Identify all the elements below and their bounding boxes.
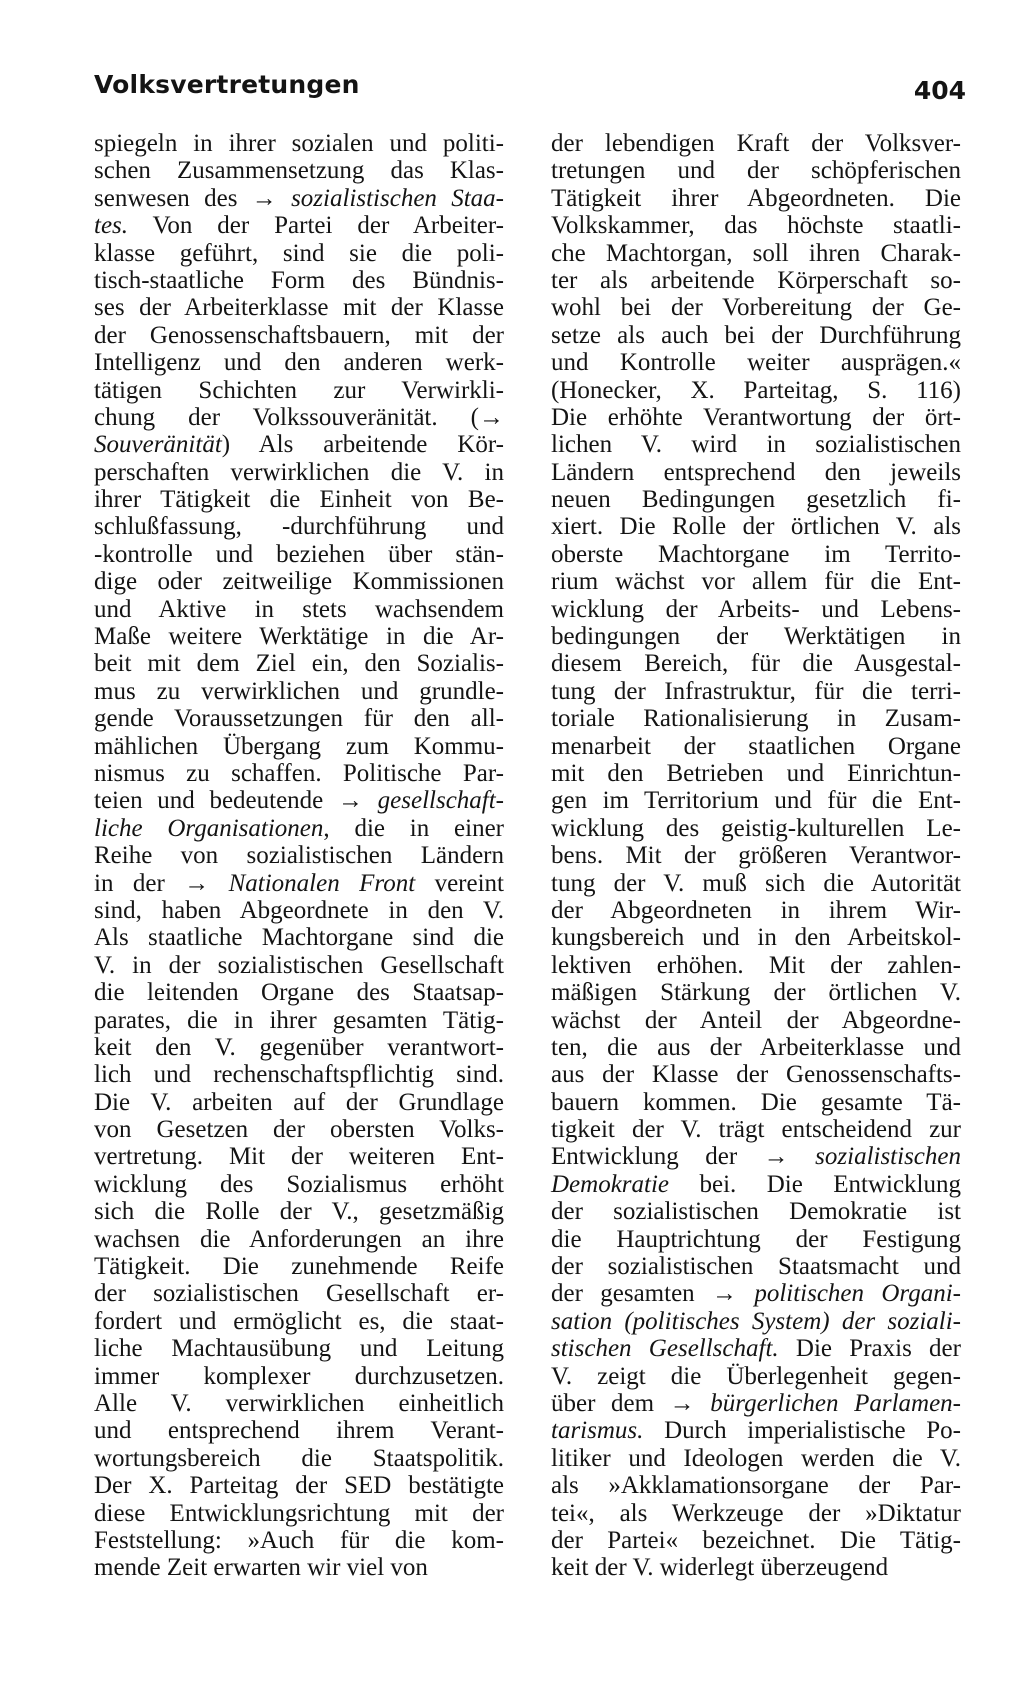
text-segment: in der — [94, 869, 185, 897]
cross-reference: Souveränität — [94, 431, 222, 459]
text-segment: ter als arbeitende Körperschaft so- — [551, 266, 961, 294]
text-segment: ihrer Tätigkeit die Einheit von Be- — [94, 486, 504, 514]
text-line — [94, 733, 504, 760]
text-line — [94, 1253, 504, 1280]
text-segment: vertretung. Mit der weiteren Ent- — [94, 1143, 504, 1171]
text-line — [551, 513, 961, 540]
text-segment: menarbeit der staatlichen Organe — [551, 732, 961, 760]
text-line — [551, 870, 961, 897]
text-line — [551, 897, 961, 924]
text-segment: Als staatliche Machtorgane sind die — [94, 924, 504, 952]
text-segment: der Abgeordneten in ihrem Wir- — [551, 896, 961, 924]
text-line — [551, 541, 961, 568]
text-line — [551, 459, 961, 486]
text-line — [94, 1472, 504, 1499]
text-segment: litiker und Ideologen werden die V. — [551, 1444, 961, 1472]
text-line — [551, 1363, 961, 1390]
text-segment: tung der Infrastruktur, für die terri- — [551, 677, 961, 705]
text-line — [94, 157, 504, 184]
text-segment: tung der V. muß sich die Autorität — [551, 869, 961, 897]
text-line — [551, 294, 961, 321]
text-line — [551, 842, 961, 869]
text-line — [94, 1390, 504, 1417]
text-segment: wicklung der Arbeits- und Lebens- — [551, 595, 961, 623]
text-segment: ten, die aus der Arbeiterklasse und — [551, 1033, 961, 1061]
text-segment: der sozialistischen Staatsmacht und — [551, 1253, 961, 1281]
text-line — [551, 1034, 961, 1061]
text-segment: bedingungen der Werktätigen in — [551, 623, 961, 651]
text-segment: die leitenden Organe des Staatsap- — [94, 979, 504, 1007]
text-line — [94, 1143, 504, 1170]
text-line — [94, 267, 504, 294]
text-segment: fordert und ermöglicht es, die staat- — [94, 1307, 504, 1335]
text-line — [94, 705, 504, 732]
text-segment: oberste Machtorgane im Territo- — [551, 540, 961, 568]
text-line — [551, 185, 961, 212]
text-line — [94, 1280, 504, 1307]
text-line — [551, 1116, 961, 1143]
text-line — [551, 952, 961, 979]
text-segment: der gesamten — [551, 1280, 712, 1308]
text-segment: Von der Partei der Arbeiter- — [128, 212, 504, 240]
text-line — [94, 1061, 504, 1088]
text-segment: Volkskammer, das höchste staatli- — [551, 212, 961, 240]
text-line — [94, 459, 504, 486]
text-line — [94, 431, 504, 458]
text-line — [94, 979, 504, 1006]
text-line — [551, 212, 961, 239]
text-segment: toriale Rationalisierung in Zusam- — [551, 705, 961, 733]
text-segment: gende Voraussetzungen für den all- — [94, 705, 504, 733]
text-segment: schlußfassung, -durchführung und — [94, 513, 504, 541]
text-segment: nismus zu schaffen. Politische Par- — [94, 759, 504, 787]
text-segment: Alle V. verwirklichen einheitlich — [94, 1389, 504, 1417]
text-segment: Durch imperialistische Po- — [643, 1417, 961, 1445]
text-segment: (Honecker, X. Parteitag, S. 116) — [551, 376, 961, 404]
text-line — [94, 130, 504, 157]
text-line — [94, 924, 504, 951]
cross-reference: → gesellschaft- — [337, 787, 505, 815]
cross-reference: Demokratie — [551, 1170, 670, 1198]
text-line — [94, 349, 504, 376]
text-line — [551, 1335, 961, 1362]
text-segment: Intelligenz und den anderen werk- — [94, 349, 504, 377]
text-line — [551, 1007, 961, 1034]
text-line — [94, 1226, 504, 1253]
text-segment: Tätigkeit. Die zunehmende Reife — [94, 1253, 504, 1281]
text-segment: bei. Die Entwicklung — [669, 1170, 961, 1198]
text-segment: tei«, als Werkzeuge der »Diktatur — [551, 1499, 961, 1527]
text-line — [94, 1335, 504, 1362]
text-segment: Tätigkeit ihrer Abgeordneten. Die — [551, 184, 961, 212]
text-line — [551, 349, 961, 376]
text-line — [551, 787, 961, 814]
text-segment: chung der Volkssouveränität. (→ — [94, 403, 504, 431]
text-segment: immer komplexer durchzusetzen. — [94, 1362, 504, 1390]
cross-reference: tes. — [94, 212, 129, 240]
cross-reference: tarismus. — [551, 1417, 644, 1445]
text-line — [551, 1527, 961, 1554]
text-segment: ses der Arbeiterklasse mit der Klasse — [94, 294, 504, 322]
page-number: 404 — [913, 76, 966, 105]
text-segment: tisch-staatliche Form des Bündnis- — [94, 266, 504, 294]
text-segment: bens. Mit der größeren Verantwor- — [551, 842, 961, 870]
cross-reference: → bürgerlichen Parlamen- — [669, 1389, 961, 1417]
text-line — [94, 541, 504, 568]
text-line — [94, 240, 504, 267]
text-segment: bauern kommen. Die gesamte Tä- — [551, 1088, 961, 1116]
text-line — [551, 1226, 961, 1253]
text-segment: parates, die in ihrer gesamten Tätig- — [94, 1006, 504, 1034]
text-segment: spiegeln in ihrer sozialen und politi- — [94, 130, 504, 157]
text-segment: Der X. Parteitag der SED bestätigte — [94, 1472, 504, 1500]
text-line — [551, 924, 961, 951]
text-line — [94, 842, 504, 869]
text-segment: als »Akklamationsorgane der Par- — [551, 1472, 961, 1500]
text-segment: diese Entwicklungsrichtung mit der — [94, 1499, 504, 1527]
text-line — [551, 1171, 961, 1198]
cross-reference: sation (politisches System) der soziali- — [551, 1307, 961, 1335]
text-line — [551, 1500, 961, 1527]
text-segment: vereint — [415, 869, 504, 897]
text-segment: der Genossenschaftsbauern, mit der — [94, 321, 504, 349]
text-segment: wachsen die Anforderungen an ihre — [94, 1225, 504, 1253]
text-segment: -kontrolle und beziehen über stän- — [94, 540, 504, 568]
text-segment: wicklung des Sozialismus erhöht — [94, 1170, 504, 1198]
text-line — [94, 1034, 504, 1061]
text-line — [551, 650, 961, 677]
text-line — [94, 623, 504, 650]
cross-reference: → politischen Organi- — [712, 1280, 961, 1308]
text-line — [551, 1472, 961, 1499]
text-segment: lektiven erhöhen. Mit der zahlen- — [551, 951, 961, 979]
text-line — [551, 267, 961, 294]
text-segment: tätigen Schichten zur Verwirkli- — [94, 376, 504, 404]
text-line — [551, 596, 961, 623]
text-line — [94, 1007, 504, 1034]
text-line — [94, 212, 504, 239]
text-segment: schen Zusammensetzung das Klas- — [94, 157, 504, 185]
cross-reference: stischen Gesellschaft. — [551, 1335, 779, 1363]
text-segment: Feststellung: »Auch für die kom- — [94, 1526, 504, 1554]
text-line — [94, 760, 504, 787]
text-segment: perschaften verwirklichen die V. in — [94, 458, 504, 486]
text-line — [94, 815, 504, 842]
text-line — [94, 650, 504, 677]
text-line — [94, 404, 504, 431]
text-line — [551, 678, 961, 705]
text-line — [94, 568, 504, 595]
text-segment: über dem — [551, 1389, 670, 1417]
text-segment: wohl bei der Vorbereitung der Ge- — [551, 294, 961, 322]
text-segment: diesem Bereich, für die Ausgestal- — [551, 650, 961, 678]
text-line — [551, 815, 961, 842]
text-line — [551, 1308, 961, 1335]
text-line — [94, 1445, 504, 1472]
text-line — [551, 1554, 961, 1581]
text-line — [94, 1171, 504, 1198]
text-segment: der sozialistischen Demokratie ist — [551, 1198, 961, 1226]
text-line — [94, 1198, 504, 1225]
text-line — [94, 1089, 504, 1116]
text-line — [551, 623, 961, 650]
text-segment: liche Machtausübung und Leitung — [94, 1335, 504, 1363]
text-segment: beit mit dem Ziel ein, den Sozialis- — [94, 650, 504, 678]
text-line — [94, 1308, 504, 1335]
text-segment: klasse geführt, sind sie die poli- — [94, 239, 504, 267]
text-segment: teien und bedeutende — [94, 787, 338, 815]
text-line — [551, 1280, 961, 1307]
running-head: Volksvertretungen — [94, 70, 360, 99]
text-segment: keit der V. widerlegt überzeugend — [551, 1554, 889, 1582]
cross-reference: → Nationalen Front — [184, 869, 416, 897]
text-line — [94, 185, 504, 212]
text-segment: mählichen Übergang zum Kommu- — [94, 732, 504, 760]
text-segment: rium wächst vor allem für die Ent- — [551, 568, 961, 596]
text-segment: und Aktive in stets wachsendem — [94, 595, 504, 623]
text-line — [94, 1116, 504, 1143]
text-segment: die Hauptrichtung der Festigung — [551, 1225, 961, 1253]
text-segment: Die erhöhte Verantwortung der ört- — [551, 403, 961, 431]
text-segment: lich und rechenschaftspflichtig sind. — [94, 1061, 504, 1089]
text-line — [94, 870, 504, 897]
text-segment: che Machtorgan, soll ihren Charak- — [551, 239, 961, 267]
text-line — [551, 486, 961, 513]
text-segment: der lebendigen Kraft der Volksver- — [551, 130, 961, 157]
text-line — [94, 322, 504, 349]
text-line — [94, 897, 504, 924]
cross-reference: → sozialistischen Staa- — [251, 184, 504, 212]
text-line — [551, 760, 961, 787]
text-segment: lichen V. wird in sozialistischen — [551, 431, 961, 459]
text-segment: mit den Betrieben und Einrichtun- — [551, 759, 961, 787]
text-line — [94, 377, 504, 404]
text-line — [94, 1554, 504, 1581]
text-line — [551, 157, 961, 184]
text-line — [551, 1390, 961, 1417]
text-line — [94, 1363, 504, 1390]
text-line — [551, 1253, 961, 1280]
text-segment: mende Zeit erwarten wir viel von — [94, 1554, 428, 1582]
text-segment: von Gesetzen der obersten Volks- — [94, 1116, 504, 1144]
cross-reference: → sozialistischen — [763, 1143, 961, 1171]
text-segment: Ländern entsprechend den jeweils — [551, 458, 961, 486]
text-line — [94, 1417, 504, 1444]
text-line — [551, 1445, 961, 1472]
text-segment: und Kontrolle weiter ausprägen.« — [551, 349, 961, 377]
text-column-right — [551, 130, 961, 1582]
text-line — [94, 596, 504, 623]
text-segment: und entsprechend ihrem Verant- — [94, 1417, 504, 1445]
text-segment: wicklung des geistig-kulturellen Le- — [551, 814, 961, 842]
text-line — [551, 130, 961, 157]
cross-reference: liche Organisationen — [94, 814, 324, 842]
text-line — [551, 1089, 961, 1116]
text-segment: setze als auch bei der Durchführung — [551, 321, 961, 349]
text-line — [551, 733, 961, 760]
text-line — [94, 787, 504, 814]
text-segment: neuen Bedingungen gesetzlich fi- — [551, 486, 961, 514]
text-line — [94, 513, 504, 540]
text-line — [94, 678, 504, 705]
text-segment: V. in der sozialistischen Gesellschaft — [94, 951, 504, 979]
text-line — [551, 431, 961, 458]
text-segment: Entwicklung der — [551, 1143, 764, 1171]
text-line — [551, 568, 961, 595]
text-segment: der Partei« bezeichnet. Die Tätig- — [551, 1526, 961, 1554]
text-segment: gen im Territorium und für die Ent- — [551, 787, 961, 815]
text-line — [551, 1198, 961, 1225]
text-segment: Maße weitere Werktätige in die Ar- — [94, 623, 504, 651]
text-line — [551, 1417, 961, 1444]
text-segment: aus der Klasse der Genossenschafts- — [551, 1061, 961, 1089]
text-segment: ) Als arbeitende Kör- — [221, 431, 504, 459]
text-line — [551, 979, 961, 1006]
text-line — [551, 705, 961, 732]
text-segment: wächst der Anteil der Abgeordne- — [551, 1006, 961, 1034]
text-line — [94, 486, 504, 513]
text-line — [551, 377, 961, 404]
text-line — [551, 404, 961, 431]
text-segment: kungsbereich und in den Arbeitskol- — [551, 924, 961, 952]
text-line — [94, 1500, 504, 1527]
text-segment: Reihe von sozialistischen Ländern — [94, 842, 504, 870]
text-segment: tigkeit der V. trägt entscheidend zur — [551, 1116, 961, 1144]
text-segment: der sozialistischen Gesellschaft er- — [94, 1280, 504, 1308]
text-segment: dige oder zeitweilige Kommissionen — [94, 568, 504, 596]
text-segment: sind, haben Abgeordnete in den V. — [94, 896, 504, 924]
text-segment: sich die Rolle der V., gesetzmäßig — [94, 1198, 504, 1226]
text-line — [551, 1061, 961, 1088]
text-segment: mus zu verwirklichen und grundle- — [94, 677, 504, 705]
text-segment: xiert. Die Rolle der örtlichen V. als — [551, 513, 961, 541]
text-segment: mäßigen Stärkung der örtlichen V. — [551, 979, 961, 1007]
text-segment: tretungen und der schöpferischen — [551, 157, 961, 185]
text-line — [94, 1527, 504, 1554]
text-line — [94, 952, 504, 979]
text-line — [551, 322, 961, 349]
text-segment: Die V. arbeiten auf der Grundlage — [94, 1088, 504, 1116]
text-segment: , die in einer — [323, 814, 504, 842]
text-line — [551, 240, 961, 267]
text-line — [551, 1143, 961, 1170]
text-segment: V. zeigt die Überlegenheit gegen- — [551, 1362, 961, 1390]
text-segment: Die Praxis der — [778, 1335, 961, 1363]
text-line — [94, 294, 504, 321]
text-column-left — [94, 130, 504, 1582]
text-segment: wortungsbereich die Staatspolitik. — [94, 1444, 504, 1472]
text-segment: keit den V. gegenüber verantwort- — [94, 1033, 504, 1061]
text-segment: senwesen des — [94, 184, 252, 212]
